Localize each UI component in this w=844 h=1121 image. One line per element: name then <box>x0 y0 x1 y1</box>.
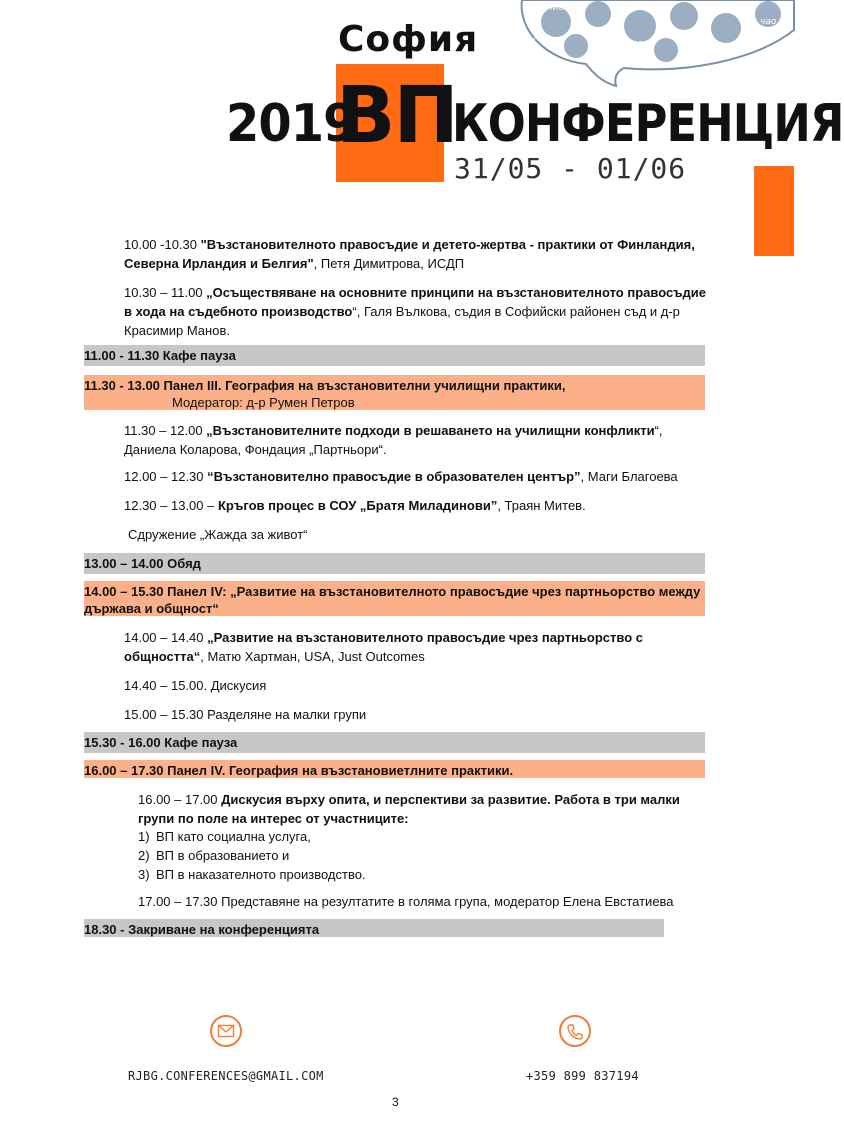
session-title: „Възстановителните подходи в решаването на училищни конфликти <box>206 423 655 438</box>
agenda-band-lunch: 13.00 – 14.00 Обяд <box>84 553 705 574</box>
bubble-word-3: Добре <box>586 51 616 61</box>
session-item <box>124 628 714 666</box>
bubble-word-1: Ние <box>546 3 565 13</box>
session-organisation: Сдружение „Жажда за живот“ <box>128 527 308 542</box>
bubble-word-4: Браво <box>626 39 655 49</box>
header-dates: 31/05 - 01/06 <box>454 152 687 185</box>
header-city: София <box>338 19 479 60</box>
agenda-band-panel: 14.00 – 15.30 Панел IV: „Развитие на възстановителното правосъдие чрез партньорство между държава и общност“ <box>84 581 705 616</box>
bubble-word-6: Здравей <box>686 53 726 63</box>
session-item <box>138 790 688 828</box>
header-conference: КОНФЕРЕНЦИЯ <box>452 94 844 154</box>
list-number: 1) <box>138 829 150 844</box>
session-time: 11.30 – 12.00 <box>124 423 207 438</box>
session-title: „Развитие на възстановителното правосъдие чрез партньорство с общността“ <box>124 630 643 664</box>
agenda-band-panel <box>84 375 705 410</box>
speech-bubble-illustration <box>516 0 794 86</box>
session-item: 15.00 – 15.30 Разделяне на малки групи <box>124 707 367 722</box>
orange-side-bar <box>754 166 794 256</box>
session-title: Дискусия върху опита, и перспективи за развитие. Работа в три малки групи по поле на интерес от участниците: <box>138 792 680 826</box>
session-speaker: “, Галя Вълкова, съдия в Софийски районен съд и д-р Красимир Манов. <box>124 304 680 338</box>
contact-email[interactable]: RJBG.CONFERENCES@GMAIL.COM <box>128 1069 324 1083</box>
session-speaker: , Маги Благоева <box>580 469 678 484</box>
list-number: 3) <box>138 867 150 882</box>
session-speaker: , Петя Димитрова, ИСДП <box>313 256 465 271</box>
agenda-band-break: 11.00 - 11.30 Кафе пауза <box>84 345 705 366</box>
session-item <box>124 421 714 459</box>
list-item <box>138 827 311 846</box>
list-text: ВП като социална услуга, <box>156 829 311 844</box>
bubble-word-5: чао <box>760 17 777 27</box>
session-item <box>124 496 714 515</box>
session-time: 12.00 – 12.30 <box>124 469 208 484</box>
session-title: „Осъществяване на основните принципи на възстановителното правосъдие в хода на съдебното производство <box>124 285 706 319</box>
list-text: ВП в образованието и <box>156 848 290 863</box>
session-time: 10.30 – 11.00 <box>124 285 207 300</box>
list-number: 2) <box>138 848 150 863</box>
session-title: “Възстановително правосъдие в образователен център” <box>207 469 581 484</box>
session-item <box>124 283 714 340</box>
session-speaker: , Траян Митев. <box>497 498 586 513</box>
session-time: 14.00 – 14.40 <box>124 630 208 645</box>
panel-moderator: Модератор: д-р Румен Петров <box>172 395 355 410</box>
panel-title: 11.30 - 13.00 Панел III. География на възстановителни училищни практики, <box>84 378 566 393</box>
session-item <box>124 235 714 273</box>
page-number: 3 <box>392 1095 399 1109</box>
list-item <box>138 846 289 865</box>
agenda-band-break: 15.30 - 16.00 Кафе пауза <box>84 732 705 753</box>
contact-phone[interactable]: +359 899 837194 <box>526 1069 639 1083</box>
session-speaker: “, Даниела Коларова, Фондация „Партньори“. <box>124 423 663 457</box>
agenda-band-closing: 18.30 - Закриване на конференцията <box>84 919 664 937</box>
session-item: 17.00 – 17.30 Представяне на резултатите в голяма група, модератор Елена Евстатиева <box>138 894 674 909</box>
session-item <box>124 467 714 486</box>
envelope-icon <box>210 1015 242 1047</box>
list-text: ВП в наказателното производство. <box>156 867 366 882</box>
session-speaker: , Матю Хартман, USA, Just Outcomes <box>200 649 425 664</box>
agenda-band-panel: 16.00 – 17.30 Панел IV. География на възстановиетлните практики. <box>84 760 705 778</box>
header-acronym: ВП <box>336 71 457 161</box>
session-title: "Възстановителното правосъдие и детето-жертва - практики от Финландия, Северна Ирландия и Белгия" <box>124 237 695 271</box>
list-item <box>138 865 366 884</box>
session-time: 10.00 -10.30 <box>124 237 201 252</box>
session-title: Кръгов процес в СОУ „Братя Миладинови” <box>217 498 498 513</box>
session-item: 14.40 – 15.00. Дискусия <box>124 678 267 693</box>
header-year: 2019 <box>226 94 356 154</box>
session-time: 12.30 – 13.00 – <box>124 498 218 513</box>
phone-icon <box>559 1015 591 1047</box>
bubble-word-2: Аха <box>534 33 551 43</box>
session-time: 16.00 – 17.00 <box>138 792 222 807</box>
